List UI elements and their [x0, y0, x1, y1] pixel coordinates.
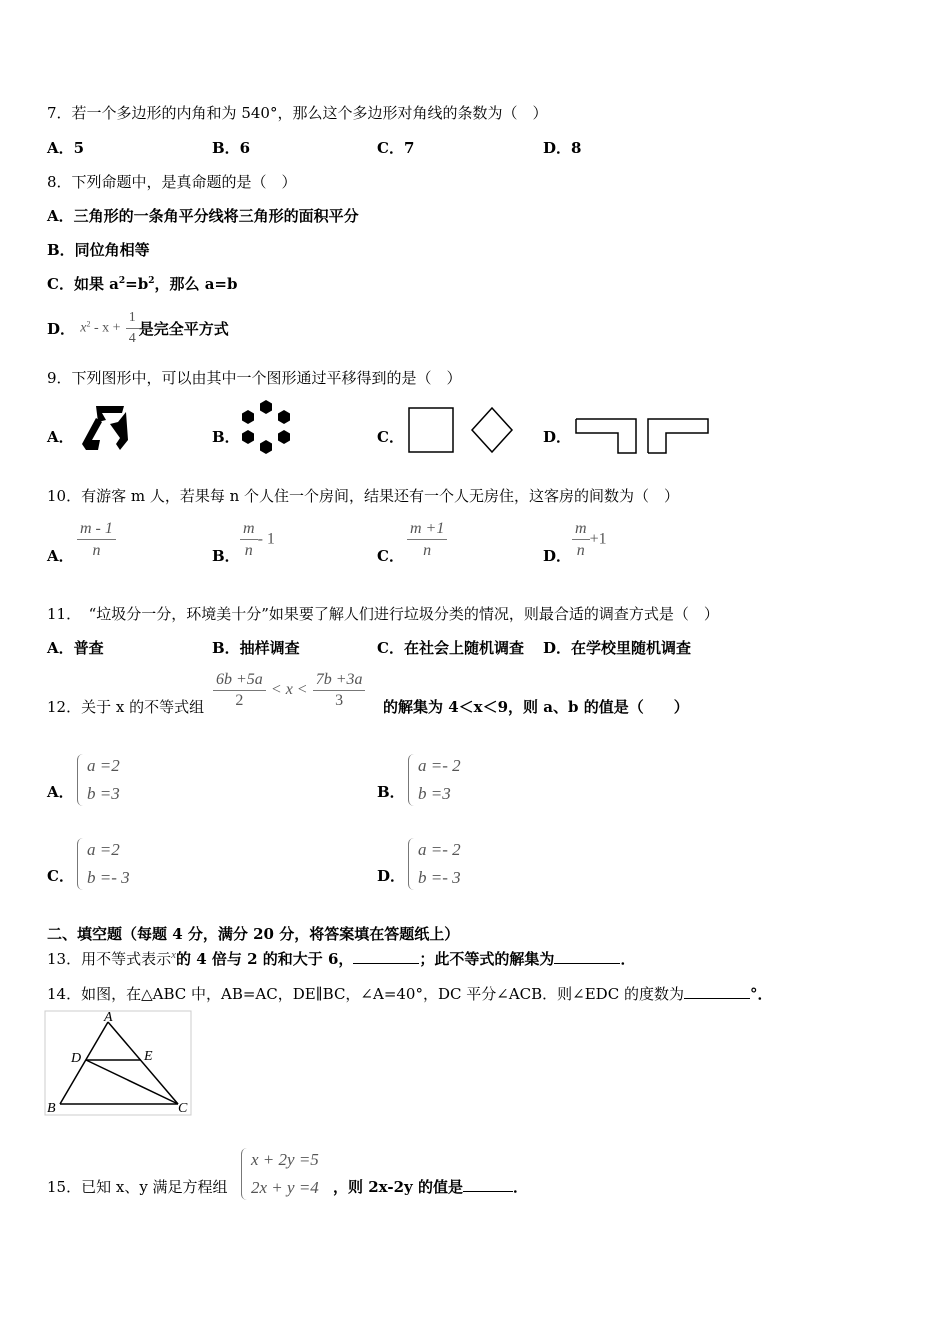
q10-option-a-fraction: $\frac{m - 1}{n}$	[77, 518, 116, 561]
q7-option-b: B．6	[212, 139, 251, 157]
q10-label-b: B．	[212, 547, 240, 565]
q7-stem: 7．若一个多边形的内角和为 540°，那么这个多边形对角线的条数为（ ）	[47, 104, 548, 122]
triangle-figure	[44, 1010, 192, 1116]
q9-label-a: A．	[47, 428, 74, 446]
q8-option-c: C．如果 $a^2=b^2$，那么 a=b	[47, 275, 238, 293]
answer-blank[interactable]	[684, 984, 750, 999]
q12-inequality: $\frac{6b +5a}{2}$ < x < $\frac{7b +3a}{3}$	[213, 669, 365, 711]
q12-stem-prefix: 12．关于 x 的不等式组	[47, 698, 205, 716]
side-ac	[108, 1022, 178, 1104]
q10-label-d: D．	[543, 547, 572, 565]
segment-dc	[86, 1060, 178, 1104]
q12-option-a-system: a =2 b =3	[77, 752, 120, 808]
q11-stem: 11． “垃圾分一分，环境美十分”如果要了解人们进行垃圾分类的情况，则最合适的调查方式是（ ）	[47, 605, 719, 623]
q11-option-b: B．抽样调查	[212, 639, 300, 657]
q12-label-b: B．	[377, 783, 405, 801]
q7-option-d: D．8	[543, 139, 582, 157]
q10-option-c-fraction: $\frac{m +1}{n}$	[407, 518, 447, 561]
q11-option-a: A．普查	[47, 639, 104, 657]
vertex-label-a: A	[104, 1010, 113, 1025]
side-ab	[60, 1022, 108, 1104]
q15-stem-suffix: ，则 2x-2y 的值是 ．	[333, 1178, 528, 1196]
answer-blank[interactable]	[554, 949, 620, 964]
answer-blank[interactable]	[463, 1177, 513, 1192]
vertex-label-b: B	[47, 1101, 56, 1116]
q11-option-c: C．在社会上随机调查	[377, 639, 524, 657]
q14-stem: 14．如图，在△ABC 中，AB=AC，DE∥BC，∠A=40°，DC 平分∠ACB．则∠EDC 的度数为 °．	[47, 985, 773, 1003]
q12-label-c: C．	[47, 867, 74, 885]
vertex-label-c: C	[178, 1101, 188, 1116]
q10-option-b-fraction: $\frac{m}{n}$ - 1	[240, 518, 275, 561]
figure-b-hexagon-ring	[238, 398, 294, 456]
figure-d-two-l-shapes	[574, 416, 714, 458]
q15-stem-prefix: 15．已知 x、y 满足方程组	[47, 1178, 228, 1196]
q8-option-d: D． $x^2$ - x + $\frac{1}{4}$ 是完全平方式	[47, 308, 229, 349]
figure-a-rotating-triangles	[76, 400, 132, 456]
q12-stem-suffix: 的解集为 4＜x＜9，则 a、b 的值是（ ）	[383, 698, 689, 716]
q9-label-c: C．	[377, 428, 404, 446]
q8-option-a: A．三角形的一条角平分线将三角形的面积平分	[47, 207, 359, 225]
q9-label-d: D．	[543, 428, 572, 446]
q15-equation-system: x + 2y =5 2x + y =4	[241, 1146, 319, 1202]
q12-label-a: A．	[47, 783, 74, 801]
figure-c-square-and-diamond	[404, 404, 516, 458]
q13-stem: 13．用不等式表示$^x$的 4 倍与 2 的和大于 6， ；此不等式的解集为 ．	[47, 949, 636, 968]
fraction-one-quarter: $\frac{1}{4}$	[126, 308, 139, 349]
q9-label-b: B．	[212, 428, 240, 446]
q11-option-d: D．在学校里随机调查	[543, 639, 692, 657]
q12-option-d-system: a =- 2 b =- 3	[408, 836, 461, 892]
q12-option-c-system: a =2 b =- 3	[77, 836, 130, 892]
vertex-label-d: D	[71, 1051, 82, 1066]
q10-label-a: A．	[47, 547, 74, 565]
vertex-label-e: E	[144, 1049, 153, 1064]
q8-stem: 8．下列命题中，是真命题的是（ ）	[47, 173, 297, 191]
answer-blank[interactable]	[353, 949, 419, 964]
section-title-fill-in: 二、填空题（每题 4 分，满分 20 分，将答案填在答题纸上）	[47, 925, 460, 943]
q7-option-a: A．5	[47, 139, 85, 157]
q10-stem: 10．有游客 m 人，若果每 n 个人住一个房间，结果还有一个人无房住，这客房的间数为（ ）	[47, 487, 680, 505]
q10-option-d-fraction: $\frac{m}{n}$ +1	[572, 518, 607, 561]
q7-option-c: C．7	[377, 139, 415, 157]
q12-option-b-system: a =- 2 b =3	[408, 752, 461, 808]
q12-label-d: D．	[377, 867, 406, 885]
q10-label-c: C．	[377, 547, 404, 565]
q9-stem: 9．下列图形中，可以由其中一个图形通过平移得到的是（ ）	[47, 369, 462, 387]
q8-option-b: B．同位角相等	[47, 241, 150, 259]
